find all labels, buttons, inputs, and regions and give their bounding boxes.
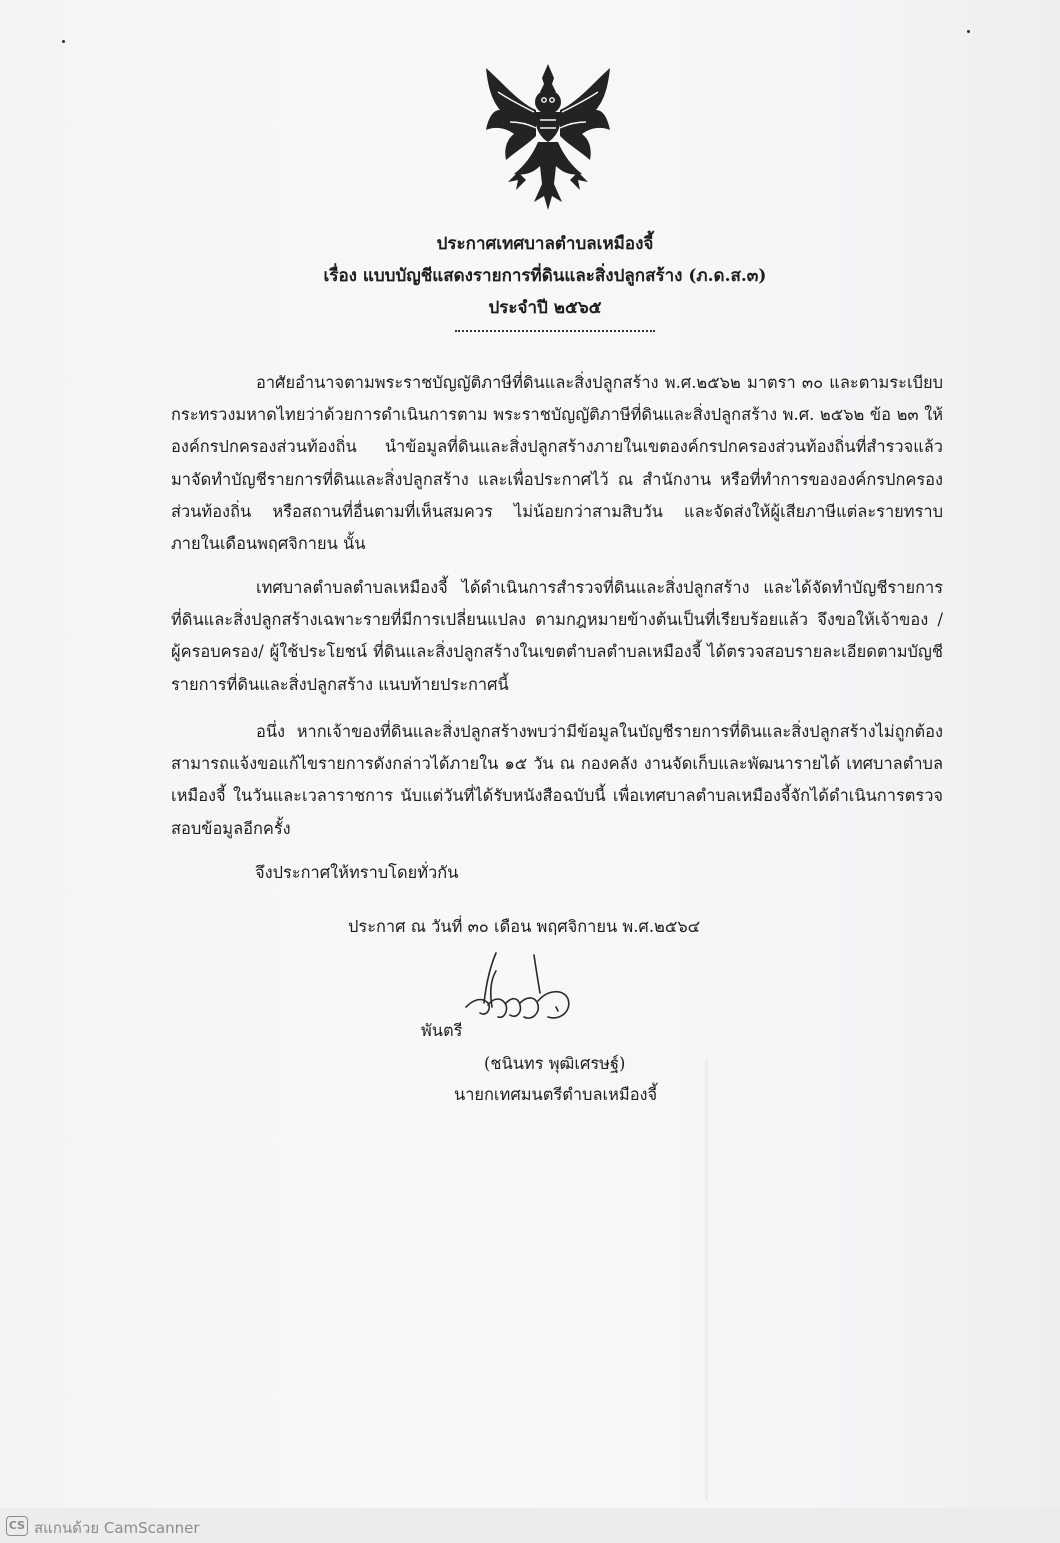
paper-fold-shadow [705,1060,708,1500]
body-paragraph-1 [171,367,943,560]
paper-speck [62,40,65,43]
paragraph-text: เทศบาลตำบลตำบลเหมืองจี้ ได้ดำเนินการสำรวจที่ดินและสิ่งปลูกสร้าง และได้จัดทำบัญชีรายการที่ดินและสิ่งปลูกสร้างเฉพาะรายที่มีการเปลี่ยนแปลง ตามกฎหมายข้างต้นเป็นที่เรียบร้อยแล้ว จึงขอให้เจ้าของ / ผู้ครอบครอง/ ผู้ใช้ประโยชน์ ที่ดินและสิ่งปลูกสร้างในเขตตำบลตำบลเหมืองจี้ ได้ตรวจสอบรายละเอียดตามบัญชีรายการที่ดินและสิ่งปลูกสร้าง แนบท้ายประกาศนี้ [171,578,943,694]
dotted-separator [455,330,655,332]
paragraph-text: อนึ่ง หากเจ้าของที่ดินและสิ่งปลูกสร้างพบว่ามีข้อมูลในบัญชีรายการที่ดินและสิ่งปลูกสร้างไม่ถูกต้อง สามารถแจ้งขอแก้ไขรายการดังกล่าวได้ภายใน ๑๕ วัน ณ กองคลัง งานจัดเก็บและพัฒนารายได้ เทศบาลตำบลเหมืองจี้ ในวันและเวลาราชการ นับแต่วันที่ได้รับหนังสือฉบับนี้ เพื่อเทศบาลตำบลเหมืองจี้จักได้ดำเนินการตรวจสอบข้อมูลอีกครั้ง [171,722,943,838]
signer-name: (ชนินทร พุฒิเศรษฐ์) [484,1054,626,1073]
signer-rank: พันตรี [421,1021,463,1040]
signer-position: นายกเทศมนตรีตำบลเหมืองจี้ [454,1085,658,1104]
body-paragraph-3 [171,716,943,845]
handwritten-signature [452,945,587,1065]
announcement-title: ประกาศเทศบาลตำบลเหมืองจี้ [436,234,654,254]
announcement-date: ประกาศ ณ วันที่ ๓๐ เดือน พฤศจิกายน พ.ศ.๒๕๖๔ [348,917,701,936]
paragraph-text: อาศัยอำนาจตามพระราชบัญญัติภาษีที่ดินและสิ่งปลูกสร้าง พ.ศ.๒๕๖๒ มาตรา ๓๐ และตามระเบียบกระทรวงมหาดไทยว่าด้วยการดำเนินการตาม พระราชบัญญัติภาษีที่ดินและสิ่งปลูกสร้าง พ.ศ. ๒๕๖๒ ข้อ ๒๓ ให้องค์กรปกครองส่วนท้องถิ่น นำข้อมูลที่ดินและสิ่งปลูกสร้างภายในเขตองค์กรปกครองส่วนท้องถิ่นที่สำรวจแล้ว มาจัดทำบัญชีรายการที่ดินและสิ่งปลูกสร้าง และเพื่อประกาศไว้ ณ สำนักงาน หรือที่ทำการขององค์กรปกครองส่วนท้องถิ่น หรือสถานที่อื่นตามที่เห็นสมควร ไม่น้อยกว่าสามสิบวัน และจัดส่งให้ผู้เสียภาษีแต่ละรายทราบภายในเดือนพฤศจิกายน นั้น [171,373,943,554]
paper-speck [967,30,970,33]
body-paragraph-2 [171,572,943,701]
scanner-watermark-text: สแกนด้วย CamScanner [34,1519,200,1537]
announcement-year: ประจำปี ๒๕๖๕ [488,298,602,318]
scanner-footer [0,1508,1060,1543]
camscanner-logo-icon: CS [6,1516,28,1536]
announcement-subject: เรื่อง แบบบัญชีแสดงรายการที่ดินและสิ่งปลูกสร้าง (ภ.ด.ส.๓) [323,266,767,286]
garuda-emblem-icon [478,62,618,212]
closing-statement: จึงประกาศให้ทราบโดยทั่วกัน [255,863,459,882]
